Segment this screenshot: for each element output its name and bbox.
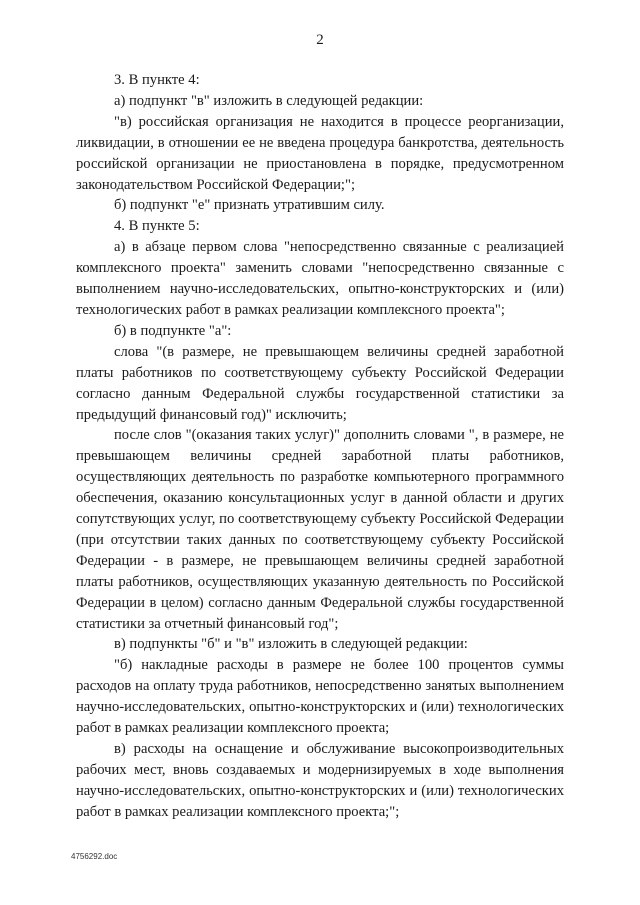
paragraph-after-words: после слов "(оказания таких услуг)" дополнить словами ", в размере, не превышающем величины средней заработной платы работников, осуществляющих деятельность по разработке компьютерного программного обеспечения, оказанию консультационных услуг в данной области и других сопутствующих услуг, по соответствующему субъекту Российской Федерации (при отсутствии таких данных по соответствующему субъекту Российской Федерации - в размере, не превышающем величины средней заработной платы работников, осуществляющих указанную деятельность по Российской Федерации в целом) согласно данным Федеральной службы государственной статистики за отчетный финансовый год";	[76, 427, 564, 632]
paragraph-words-exclude: слова "(в размере, не превышающем величины средней заработной платы работников по соответствующему субъекту Российской Федерации согласно данным Федеральной службы государственной статистики за предыдущий финансовый год)" исключить;	[76, 343, 564, 423]
paragraph-point-3: 3. В пункте 4:	[114, 72, 200, 88]
paragraph-subpoint-a: а) подпункт "в" изложить в следующей редакции:	[114, 92, 424, 109]
paragraph-point-4-a: а) в абзаце первом слова "непосредственно связанные с реализацией комплексного проекта" заменить словами "непосредственно связанные с выполнением научно-исследовательских, опытно-конструкторских и (или) технологических работ в рамках реализации комплексного проекта";	[76, 239, 564, 318]
paragraph-subpoint-b: б) подпункт "е" признать утратившим силу.	[114, 197, 385, 214]
paragraph-point-4-b: б) в подпункте "а":	[114, 322, 232, 339]
document-body	[76, 70, 564, 823]
document-filename: 4756292.doc	[71, 852, 118, 861]
paragraph-point-4-v: в) подпункты "б" и "в" изложить в следующей редакции:	[114, 636, 468, 653]
paragraph-quoted-v: "в) российская организация не находится в процессе реорганизации, ликвидации, в отношении ее не введена процедура банкротства, деятельность российской организации не приостановлена в порядке, предусмотренном законодательством Российской Федерации;";	[76, 113, 564, 193]
paragraph-point-4: 4. В пункте 5:	[114, 218, 200, 235]
paragraph-quoted-b: "б) накладные расходы в размере не более 100 процентов суммы расходов на оплату труда работников, непосредственно занятых выполнением научно-исследовательских, опытно-конструкторских и (или) технологических работ в рамках реализации комплексного проекта;	[76, 657, 564, 737]
page-number: 2	[316, 32, 324, 48]
paragraph-quoted-v-2: в) расходы на оснащение и обслуживание высокопроизводительных рабочих мест, вновь создаваемых и модернизируемых в ходе выполнения научно-исследовательских, опытно-конструкторских и (или) технологических работ в рамках реализации комплексного проекта;";	[76, 741, 564, 820]
